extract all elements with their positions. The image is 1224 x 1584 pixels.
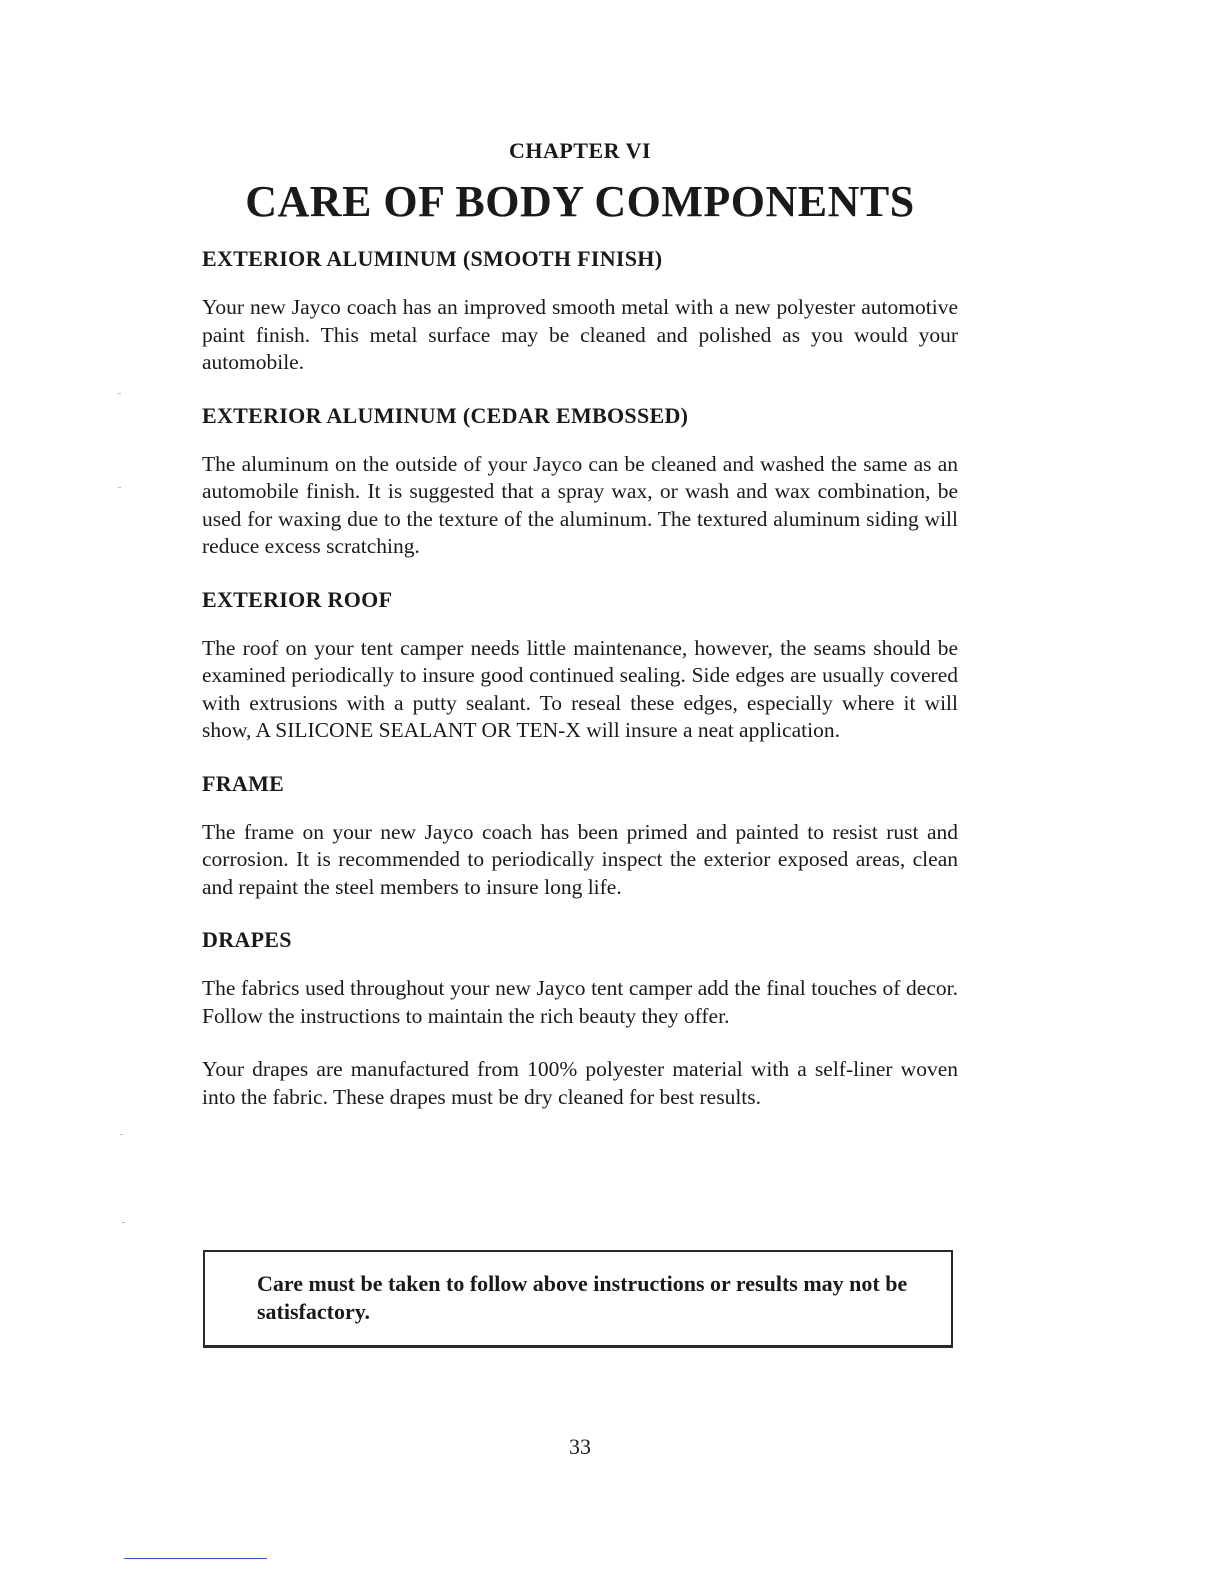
section-drapes [202,927,958,1111]
caution-note-text: Care must be taken to follow above instructions or results may not be satisfactory. [257,1271,908,1324]
scan-mark [120,1134,123,1135]
section-heading: DRAPES [202,927,292,952]
scan-mark [118,487,121,488]
scan-mark [118,393,121,394]
section-heading: FRAME [202,770,285,796]
scan-mark [122,1222,125,1223]
document-body [202,246,958,1137]
caution-note-box [203,1250,953,1348]
section-paragraph: Your drapes are manufactured from 100% polyester material with a self-liner woven into the fabric. These drapes must be dry cleaned for best results. [202,1057,958,1109]
footer-rule [124,1558,267,1559]
section-exterior-roof [202,587,958,745]
chapter-label: CHAPTER VI [508,138,652,163]
section-paragraph: Your new Jayco coach has an improved smooth metal with a new polyester automotive paint finish. This metal surface may be cleaned and polished as you would your automobile. [202,295,958,374]
section-frame [202,771,958,902]
section-exterior-aluminum-smooth [202,246,958,377]
section-paragraph: The aluminum on the outside of your Jayco can be cleaned and washed the same as an automobile finish. It is suggested that a spray wax, or wash and wax combination, be used for waxing due to the texture of the aluminum. The textured aluminum siding will reduce excess scratching. [202,451,958,558]
section-paragraph: The frame on your new Jayco coach has been primed and painted to resist rust and corrosion. It is recommended to periodically inspect the exterior exposed areas, clean and repaint the steel members to insure long life. [202,819,958,899]
section-heading: EXTERIOR ROOF [202,586,393,612]
page-number: 33 [569,1434,591,1459]
section-paragraph: The fabrics used throughout your new Jayco tent camper add the final touches of decor. Follow the instructions to maintain the rich beauty they offer. [202,976,958,1028]
section-exterior-aluminum-cedar [202,403,958,561]
section-heading: EXTERIOR ALUMINUM (SMOOTH FINISH) [202,246,663,271]
section-paragraph: The roof on your tent camper needs little maintenance, however, the seams should be examined periodically to insure good continued sealing. Side edges are usually covered with extrusions with a putty sealant. To reseal these edges, especially where it will show, A SILICONE SEALANT OR TEN-X will insure a neat application. [202,635,958,742]
chapter-title: CARE OF BODY COMPONENTS [245,177,915,226]
section-heading: EXTERIOR ALUMINUM (CEDAR EMBOSSED) [202,402,689,428]
